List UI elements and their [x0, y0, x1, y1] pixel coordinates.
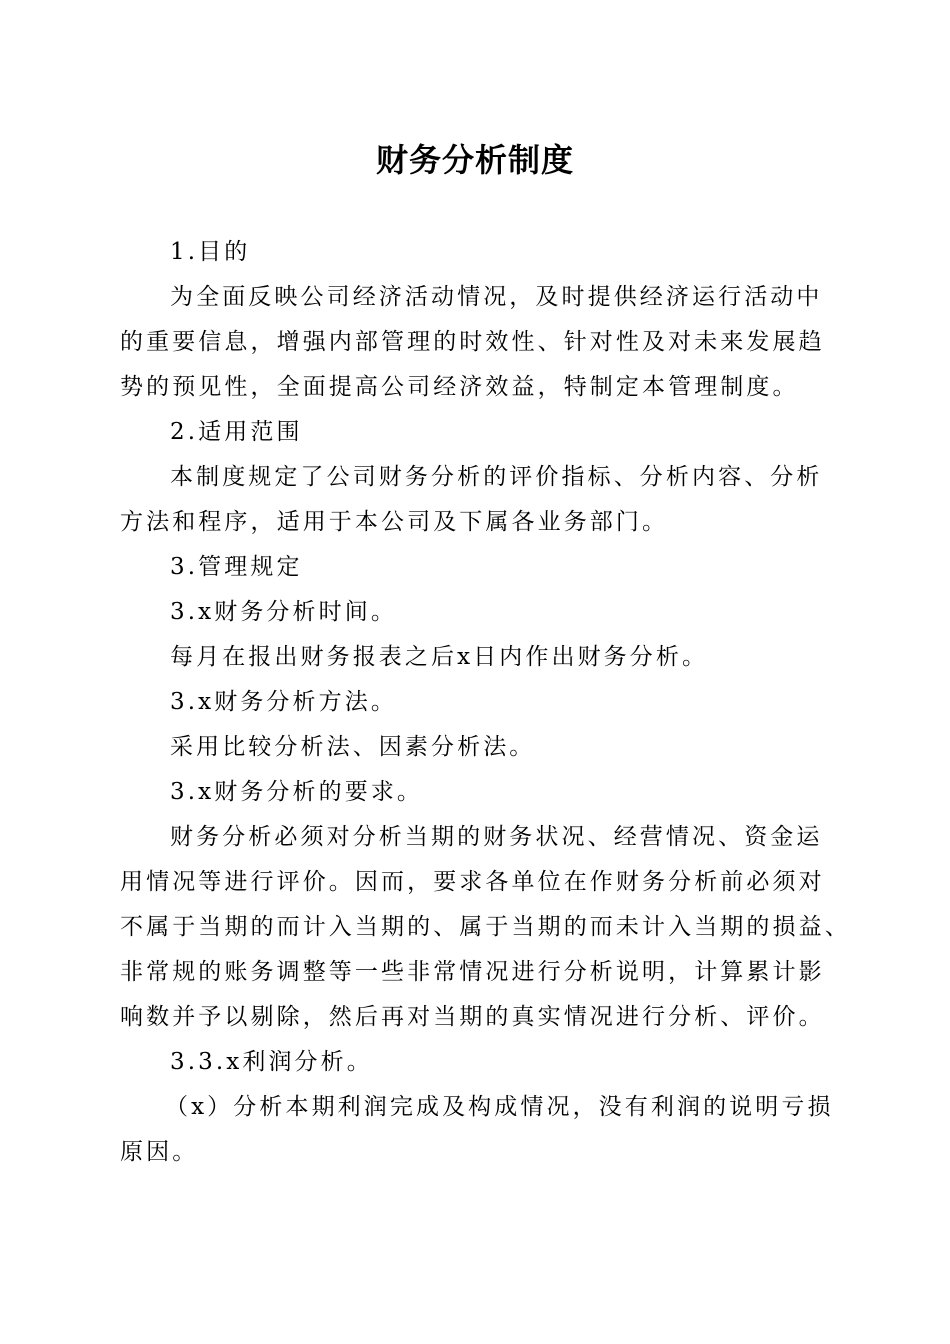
- paragraph-line: 原因。: [120, 1139, 199, 1165]
- section-heading-scope: 2.适用范围: [170, 419, 303, 445]
- subsection-heading-requirements: 3.x财务分析的要求。: [170, 779, 424, 805]
- document-body: [120, 230, 851, 1175]
- subsection-heading-profit: 3.3.x利润分析。: [170, 1049, 373, 1075]
- document-title: 财务分析制度: [375, 141, 574, 179]
- paragraph-line: 非常规的账务调整等一些非常情况进行分析说明，计算累计影: [120, 959, 825, 985]
- paragraph-line: 方法和程序，适用于本公司及下属各业务部门。: [120, 509, 669, 535]
- paragraph-line: 不属于当期的而计入当期的、属于当期的而未计入当期的损益、: [120, 914, 851, 940]
- paragraph-line: 采用比较分析法、因素分析法。: [170, 734, 536, 760]
- paragraph-line: 为全面反映公司经济活动情况，及时提供经济运行活动中: [170, 284, 823, 310]
- section-heading-purpose: 1.目的: [170, 239, 251, 265]
- paragraph-line: 每月在报出财务报表之后x日内作出财务分析。: [170, 644, 709, 670]
- paragraph-line: 响数并予以剔除，然后再对当期的真实情况进行分析、评价。: [120, 1004, 825, 1030]
- subsection-heading-time: 3.x财务分析时间。: [170, 599, 397, 625]
- paragraph-line: 财务分析必须对分析当期的财务状况、经营情况、资金运: [170, 824, 823, 850]
- paragraph-line: 的重要信息，增强内部管理的时效性、针对性及对未来发展趋: [120, 329, 825, 355]
- paragraph-line: 势的预见性，全面提高公司经济效益，特制定本管理制度。: [120, 374, 799, 400]
- subsection-heading-method: 3.x财务分析方法。: [170, 689, 397, 715]
- paragraph-line: （x）分析本期利润完成及构成情况，没有利润的说明亏损: [165, 1094, 834, 1120]
- paragraph-line: 用情况等进行评价。因而，要求各单位在作财务分析前必须对: [120, 869, 825, 895]
- section-heading-management: 3.管理规定: [170, 554, 303, 580]
- paragraph-line: 本制度规定了公司财务分析的评价指标、分析内容、分析: [170, 464, 823, 490]
